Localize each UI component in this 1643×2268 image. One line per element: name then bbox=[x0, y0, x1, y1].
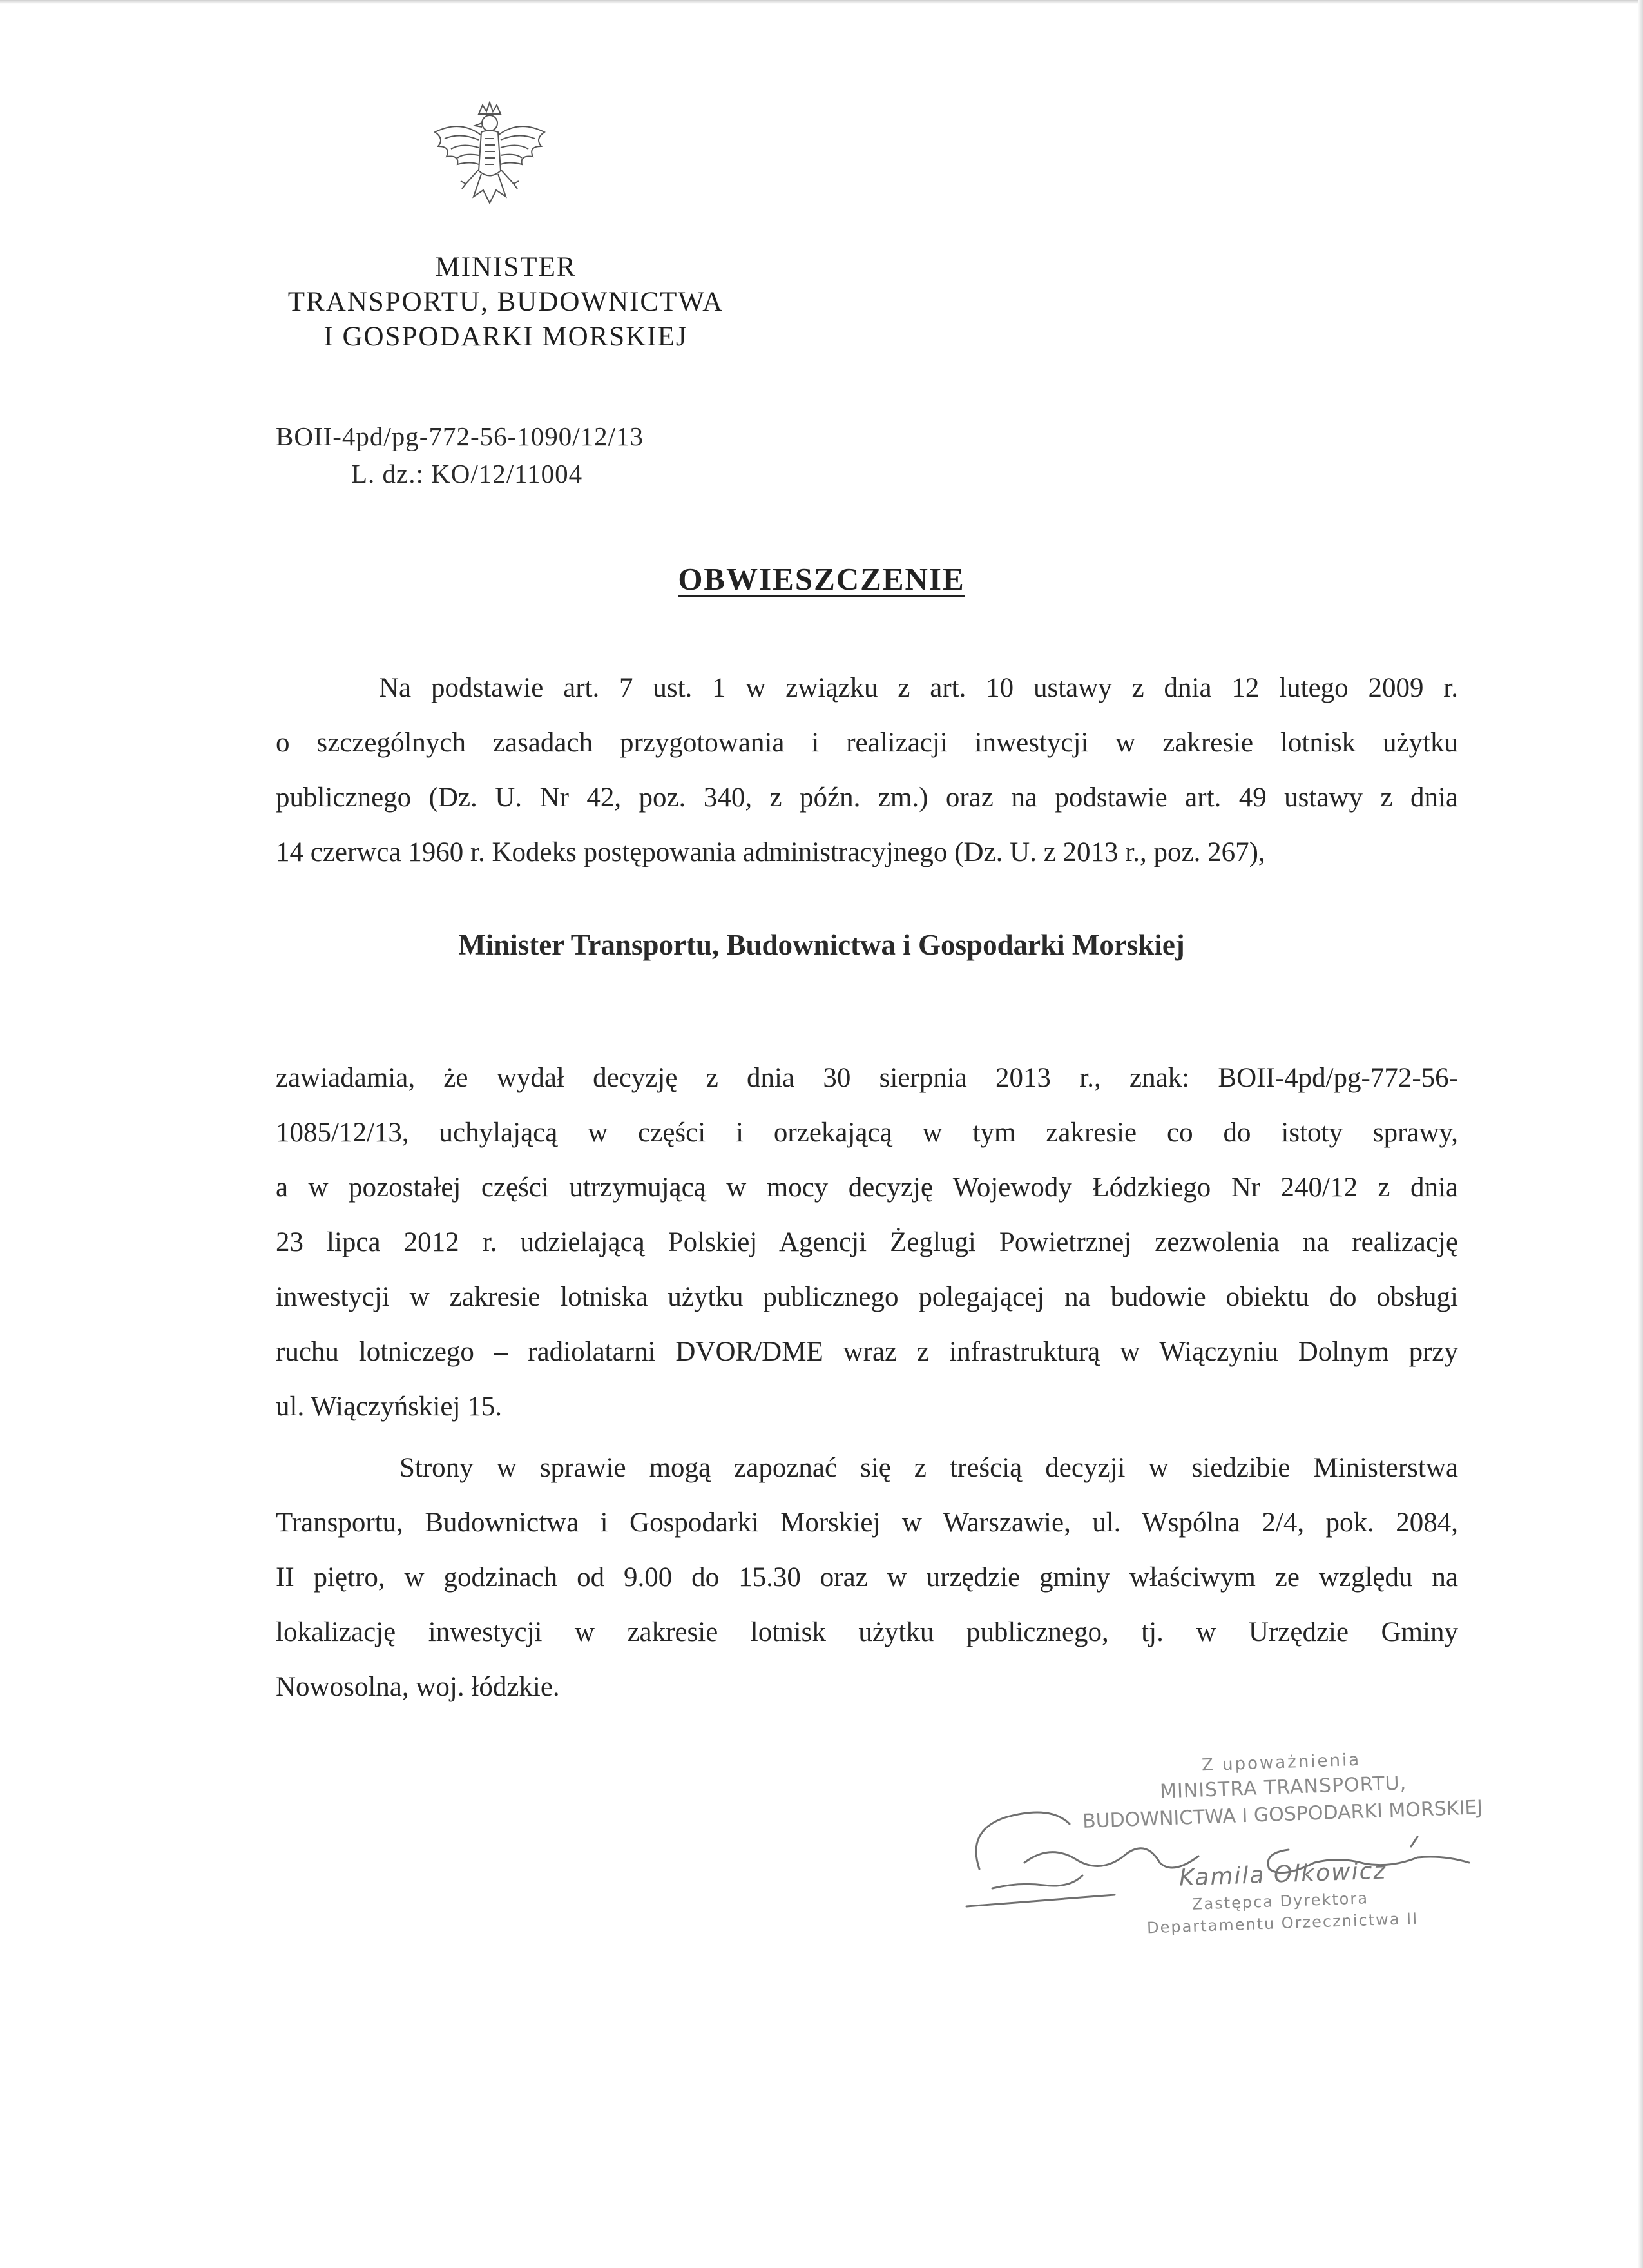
announcer-heading: Minister Transportu, Budownictwa i Gospodarki Morskiej bbox=[458, 929, 1185, 961]
paragraph-line: a w pozostałej części utrzymującą w mocy decyzję Wojewody Łódzkiego Nr 240/12 z dnia bbox=[276, 1172, 1458, 1203]
paragraph-line: 14 czerwca 1960 r. Kodeks postępowania administracyjnego (Dz. U. z 2013 r., poz. 267), bbox=[276, 837, 1265, 867]
paragraph-line: Na podstawie art. 7 ust. 1 w związku z art. 10 ustawy z dnia 12 lutego 2009 r. bbox=[379, 673, 1458, 703]
paragraph-line: lokalizację inwestycji w zakresie lotnisk użytku publicznego, tj. w Urzędzie Gminy bbox=[276, 1617, 1458, 1647]
official-stamp bbox=[954, 1750, 1533, 1966]
paragraph-line: inwestycji w zakresie lotniska użytku publicznego polegającej na budowie obiektu do obsługi bbox=[276, 1282, 1458, 1312]
scan-edge bbox=[0, 0, 1643, 4]
case-number: BOII-4pd/pg-772-56-1090/12/13 bbox=[276, 422, 644, 451]
paragraph-line: Transportu, Budownictwa i Gospodarki Morskiej w Warszawie, ul. Wspólna 2/4, pok. 2084, bbox=[276, 1507, 1458, 1538]
ministry-header bbox=[213, 250, 799, 354]
stamp-authorization: Z upoważnienia bbox=[1201, 1750, 1361, 1776]
paragraph-line: 1085/12/13, uchylającą w części i orzekającą w tym zakresie co do istoty sprawy, bbox=[276, 1118, 1458, 1148]
stamp-signatory-name: Kamila Olkowicz bbox=[1178, 1857, 1387, 1892]
paragraph-decision bbox=[276, 1051, 1458, 1434]
log-number: L. dz.: KO/12/11004 bbox=[351, 459, 583, 489]
ministry-line: TRANSPORTU, BUDOWNICTWA bbox=[287, 287, 724, 317]
reference-block bbox=[276, 418, 644, 492]
paragraph-line: ruchu lotniczego – radiolatarni DVOR/DME wraz z infrastrukturą w Wiączyniu Dolnym przy bbox=[276, 1337, 1458, 1367]
paragraph-line: Nowosolna, woj. łódzkie. bbox=[276, 1672, 560, 1702]
paragraph-line: ul. Wiączyńskiej 15. bbox=[276, 1391, 502, 1422]
stamp-ministry: MINISTRA TRANSPORTU, bbox=[1159, 1772, 1407, 1803]
ministry-line: I GOSPODARKI MORSKIEJ bbox=[323, 322, 688, 352]
paragraph-legal-basis bbox=[276, 661, 1458, 880]
paragraph-line: Strony w sprawie mogą zapoznać się z treścią decyzji w siedzibie Ministerstwa bbox=[399, 1453, 1458, 1483]
paragraph-access-info bbox=[276, 1440, 1458, 1714]
stamp-department: Departamentu Orzecznictwa II bbox=[1146, 1909, 1419, 1937]
ministry-line: MINISTER bbox=[435, 252, 577, 282]
paragraph-line: o szczególnych zasadach przygotowania i realizacji inwestycji w zakresie lotnisk użytku bbox=[276, 728, 1458, 758]
paragraph-line: 23 lipca 2012 r. udzielającą Polskiej Agencji Żeglugi Powietrznej zezwolenia na realizację bbox=[276, 1227, 1458, 1257]
paragraph-line: zawiadamia, że wydał decyzję z dnia 30 sierpnia 2013 r., znak: BOII-4pd/pg-772-56- bbox=[276, 1063, 1458, 1093]
paragraph-line: II piętro, w godzinach od 9.00 do 15.30 oraz w urzędzie gminy właściwym ze względu na bbox=[276, 1562, 1458, 1593]
polish-eagle-emblem-icon bbox=[422, 100, 557, 229]
document-title: OBWIESZCZENIE bbox=[678, 561, 965, 597]
paragraph-line: publicznego (Dz. U. Nr 42, poz. 340, z późn. zm.) oraz na podstawie art. 49 ustawy z dnia bbox=[276, 782, 1458, 813]
scan-edge bbox=[1638, 0, 1643, 2268]
stamp-ministry: BUDOWNICTWA I GOSPODARKI MORSKIEJ bbox=[1082, 1796, 1483, 1833]
stamp-position: Zastępca Dyrektora bbox=[1191, 1889, 1369, 1914]
